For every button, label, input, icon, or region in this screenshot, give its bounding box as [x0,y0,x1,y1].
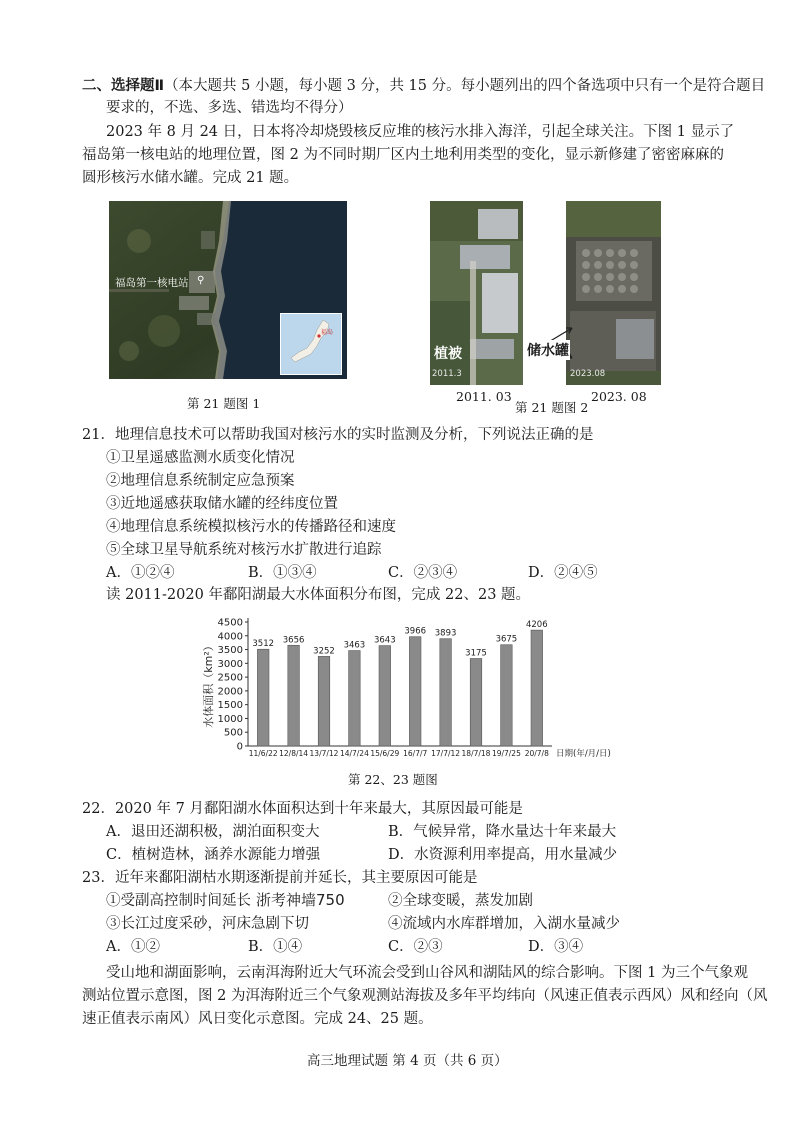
chart-bar [318,656,330,746]
intro-24-line-3: 速正值表示南风）风日变化示意图。完成 24、25 题。 [82,1011,433,1027]
chart-category-label: 12/8/14 [279,749,309,758]
chart-category-label: 11/6/22 [248,749,278,758]
chart-y-tick-label: 1500 [217,700,243,712]
chart-bar [501,645,513,746]
figure1-inset-map [280,313,342,375]
chart-bars [257,630,542,746]
q23-option-c: C．②③ [388,939,443,955]
figure1-label: 福岛第一核电站 [115,277,189,289]
chart-bar [257,649,269,746]
q23-option-d: D．③④ [528,939,584,955]
chart-y-tick-label: 0 [236,741,243,753]
q23-item-3: ③长江过度采砂，河床急剧下切 [106,916,309,932]
figure1-inset-label: 福岛 [321,329,334,336]
chart-bar [288,645,300,746]
q21-item-4: ④地理信息系统模拟核污水的传播路径和速度 [106,519,396,535]
chart-data-label: 3966 [404,626,427,637]
figure1-caption: 第 21 题图 1 [187,396,261,411]
chart-bar [409,637,421,746]
figure2-left-label: 植被 [434,346,462,362]
q23-item-2: ②全球变暖，蒸发加剧 [388,893,533,909]
q23-item-4: ④流域内水库群增加，入湖水量减少 [388,916,620,932]
chart-caption: 第 22、23 题图 [348,772,438,787]
q22-option-d: D．水资源利用率提高，用水量减少 [388,847,618,863]
figure2-image-2023 [566,201,661,385]
intro-21-line-2: 福岛第一核电站的地理位置，图 2 为不同时期厂区内土地利用类型的变化，显示新修建了密密麻麻的 [82,147,724,163]
q22-option-a: A．退田还湖积极，湖泊面积变大 [106,824,320,840]
figure2-caption: 第 21 题图 2 [515,400,589,415]
figure2-image-2011 [430,201,523,385]
water-area-bar-chart [196,608,616,768]
figure1-satellite-map [109,201,347,379]
chart-y-tick-label: 4500 [217,617,243,629]
q23-option-a: A．①② [106,939,160,955]
chart-category-label: 15/6/29 [370,749,400,758]
figure2-right-date: 2023. 08 [591,389,647,404]
intro-21-line-3: 圆形核污水储水罐。完成 21 题。 [82,170,299,186]
chart-y-tick-label: 2000 [217,686,243,698]
q21-option-c: C．②③④ [388,565,458,581]
section-title: 二、选择题Ⅱ [82,78,165,94]
q21-item-1: ①卫星遥感监测水质变化情况 [106,450,295,466]
chart-y-tick-label: 4000 [217,631,243,643]
chart-y-tick-label: 3500 [217,645,243,657]
chart-data-label: 3675 [495,634,518,645]
intro-22: 读 2011-2020 年鄱阳湖最大水体面积分布图，完成 22、23 题。 [106,587,531,603]
figure2-left-date: 2011. 03 [456,389,512,404]
chart-category-label: 14/7/24 [339,749,369,758]
q21-item-3: ③近地遥感获取储水罐的经纬度位置 [106,496,338,512]
q21-item-5: ⑤全球卫星导航系统对核污水扩散进行追踪 [106,542,382,558]
chart-data-label: 3656 [282,635,305,646]
figure2-right-label: 储水罐 [526,340,570,360]
chart-category-label: 13/7/12 [309,749,339,758]
chart-y-tick-label: 500 [223,727,243,739]
q23-item-1: ①受副高控制时间延长 [106,893,251,909]
intro-24-line-1: 受山地和湖面影响，云南洱海附近大气环流会受到山谷风和湖陆风的综合影响。下图 1 为三个气象观 [106,965,748,981]
chart-category-label: 20/7/8 [524,749,549,758]
q21-stem: 21．地理信息技术可以帮助我国对核污水的实时监测及分析，下列说法正确的是 [82,427,594,443]
section-header [82,76,765,96]
chart-data-label: 3643 [373,635,396,646]
page-footer: 高三地理试题 第 4 页（共 6 页） [307,1053,508,1069]
q22-option-c: C．植树造林，涵养水源能力增强 [106,847,321,863]
chart-data-label: 3175 [465,648,487,659]
location-pin-icon: ⚲ [197,275,205,286]
chart-bar [349,651,361,746]
chart-y-tick-label: 2500 [217,672,243,684]
q21-item-2: ②地理信息系统制定应急预案 [106,473,295,489]
q21-option-a: A．①②④ [106,565,175,581]
chart-data-label: 3463 [343,640,366,651]
chart-category-label: 18/7/18 [461,749,491,758]
q22-option-b: B．气候异常，降水量达十年来最大 [388,824,617,840]
chart-bar [379,646,391,746]
chart-data-label: 4206 [525,620,548,631]
chart-x-axis-title: 日期(年/月/日) [556,749,611,759]
q23-stamp: 浙考神墙750 [256,891,345,909]
q21-option-b: B．①③④ [248,565,317,581]
q21-option-d: D．②④⑤ [528,565,598,581]
chart-y-tick-label: 1000 [217,713,243,725]
intro-21-line-1: 2023 年 8 月 24 日，日本将冷却烧毁核反应堆的核污水排入海洋，引起全球关注。下图 1 显示了 [106,124,735,140]
chart-y-axis-title: 水体面积（km²） [202,640,215,728]
q22-stem: 22．2020 年 7 月鄱阳湖水体面积达到十年来最大，其原因最可能是 [82,801,523,817]
chart-bar [470,659,482,746]
chart-data-label: 3252 [313,646,335,657]
chart-data-label: 3893 [434,628,457,639]
chart-bar [531,630,543,746]
figure2-left-overlay-date: 2011.3 [432,369,462,379]
q23-stem: 23．近年来鄱阳湖枯水期逐渐提前并延长，其主要原因可能是 [82,870,478,886]
chart-bar [440,639,452,746]
section-instruction-1: （本大题共 5 小题，每小题 3 分，共 15 分。每小题列出的四个备选项中只有一个是符合题目 [164,78,766,94]
chart-category-label: 16/7/7 [403,749,428,758]
chart-data-label: 3512 [252,639,275,650]
figure2-right-overlay-date: 2023.08 [570,369,606,379]
q23-option-b: B．①④ [248,939,303,955]
chart-y-tick-label: 3000 [217,658,243,670]
intro-24-line-2: 测站位置示意图，图 2 为洱海附近三个气象观测站海拔及多年平均纬向（风速正值表示西风）风和经向（风 [82,988,768,1004]
chart-category-label: 17/7/12 [431,749,461,758]
section-instruction-2: 要求的，不选、多选、错选均不得分） [106,100,353,116]
chart-category-label: 19/7/25 [491,749,521,758]
